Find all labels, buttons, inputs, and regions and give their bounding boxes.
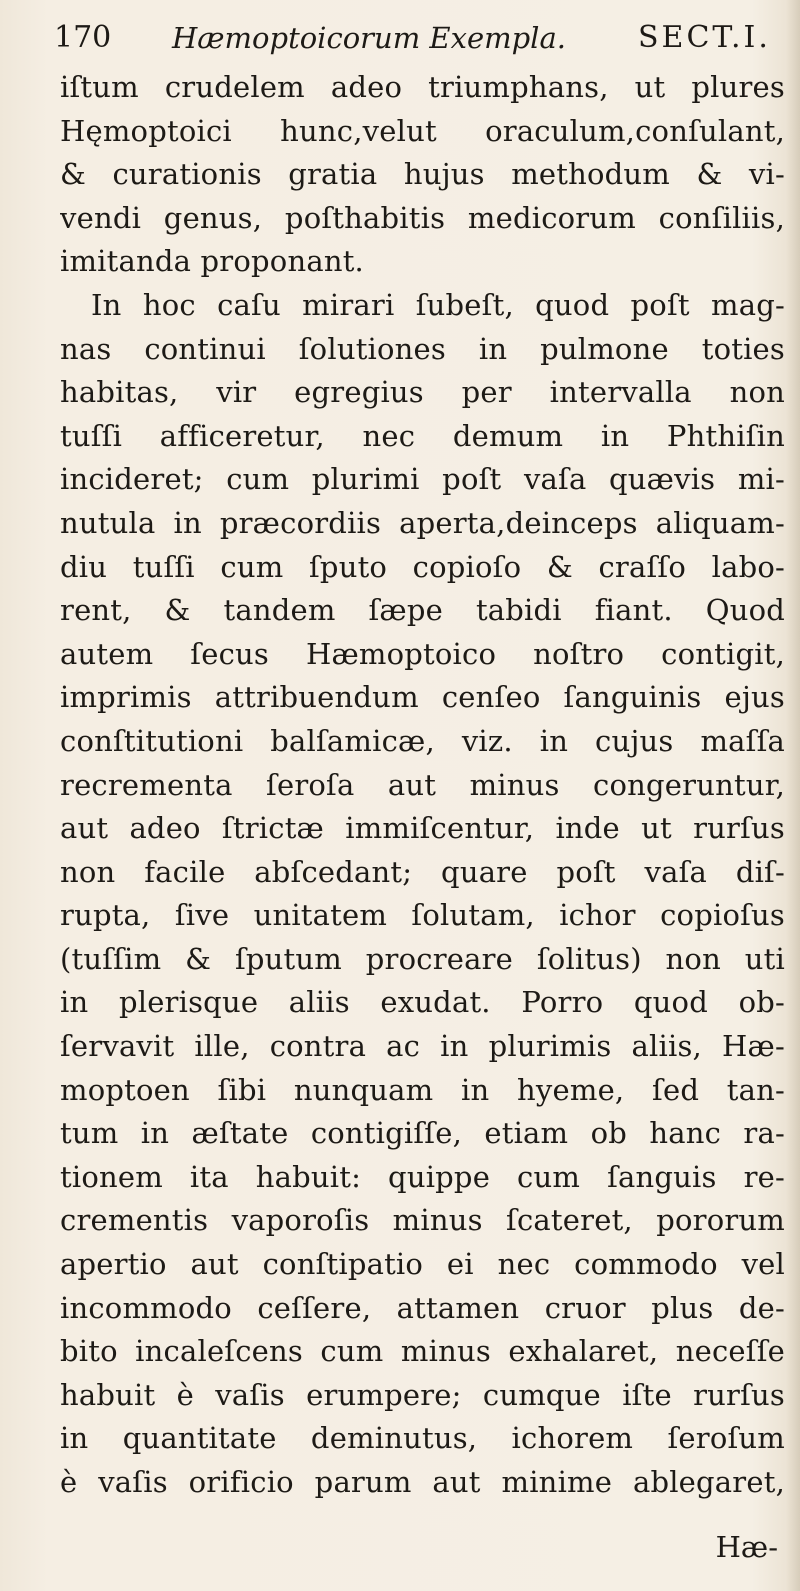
text-line: autem ſecus Hæmoptoico noſtro contigit, (60, 636, 785, 671)
text-line: ſervavit ille, contra ac in plurimis aliis, Hæ- (60, 1029, 785, 1064)
text-line: tum in æſtate contigiſſe, etiam ob hanc ra- (60, 1116, 785, 1151)
body-text (60, 66, 785, 1505)
running-title: Hæmoptoicorum Exempla. (172, 21, 566, 55)
text-line: Hęmoptoici hunc,velut oraculum,conſulant, (60, 113, 785, 148)
paragraph-start-line: In hoc caſu mirari ſubeſt, quod poſt mag- (91, 287, 785, 322)
text-line: bito incaleſcens cum minus exhalaret, neceſſe (60, 1334, 785, 1369)
text-line: recrementa ſeroſa aut minus congeruntur, (60, 767, 785, 802)
running-header (50, 14, 785, 58)
text-line: habitas, vir egregius per intervalla non (60, 375, 785, 410)
text-line: incommodo ceſſere, attamen cruor plus de- (60, 1290, 785, 1325)
text-line: habuit è vaſis erumpere; cumque iſte rurſus (60, 1377, 785, 1412)
text-line: incideret; cum plurimi poſt vaſa quævis mi- (60, 462, 785, 497)
text-line: vendi genus, poſthabitis medicorum conſiliis, (60, 200, 785, 235)
text-line: apertio aut conſtipatio ei nec commodo vel (60, 1247, 785, 1282)
text-line: moptoen ſibi nunquam in hyeme, ſed tan- (60, 1072, 785, 1107)
section-label: SECT.I. (638, 20, 771, 55)
text-line: non facile abſcedant; quare poſt vaſa diſ- (60, 854, 785, 889)
text-line: nas continui ſolutiones in pulmone toties (60, 331, 785, 366)
catchword: Hæ- (715, 1530, 778, 1564)
page-edge-shadow (786, 0, 800, 1591)
page-number: 170 (54, 20, 112, 55)
text-line: imprimis attribuendum cenſeo ſanguinis ejus (60, 680, 785, 715)
text-line: tionem ita habuit: quippe cum ſanguis re- (60, 1159, 785, 1194)
text-line: rent, & tandem ſæpe tabidi fiant. Quod (60, 593, 785, 628)
text-line: & curationis gratia hujus methodum & vi- (60, 157, 785, 192)
text-line: rupta, ſive unitatem ſolutam, ichor copioſus (60, 898, 785, 933)
text-line: tuſſi afficeretur, nec demum in Phthiſin (60, 418, 785, 453)
text-line: imitanda proponant. (60, 244, 364, 279)
text-line: in quantitate deminutus, ichorem ſeroſum (60, 1421, 785, 1456)
text-line: diu tuſſi cum ſputo copioſo & craſſo labo- (60, 549, 785, 584)
text-line: è vaſis orificio parum aut minime ablegaret, (60, 1465, 785, 1499)
text-line: nutula in præcordiis aperta,deinceps aliquam- (60, 505, 785, 540)
text-line: iſtum crudelem adeo triumphans, ut plures (60, 70, 785, 104)
text-line: (tuſſim & ſputum procreare ſolitus) non uti (60, 941, 785, 976)
text-line: crementis vaporoſis minus ſcateret, pororum (60, 1203, 785, 1238)
text-line: in plerisque aliis exudat. Porro quod ob- (60, 985, 785, 1020)
text-line: conſtitutioni balſamicæ, viz. in cujus maſſa (60, 723, 785, 758)
text-line: aut adeo ſtrictæ immiſcentur, inde ut rurſus (60, 811, 785, 846)
